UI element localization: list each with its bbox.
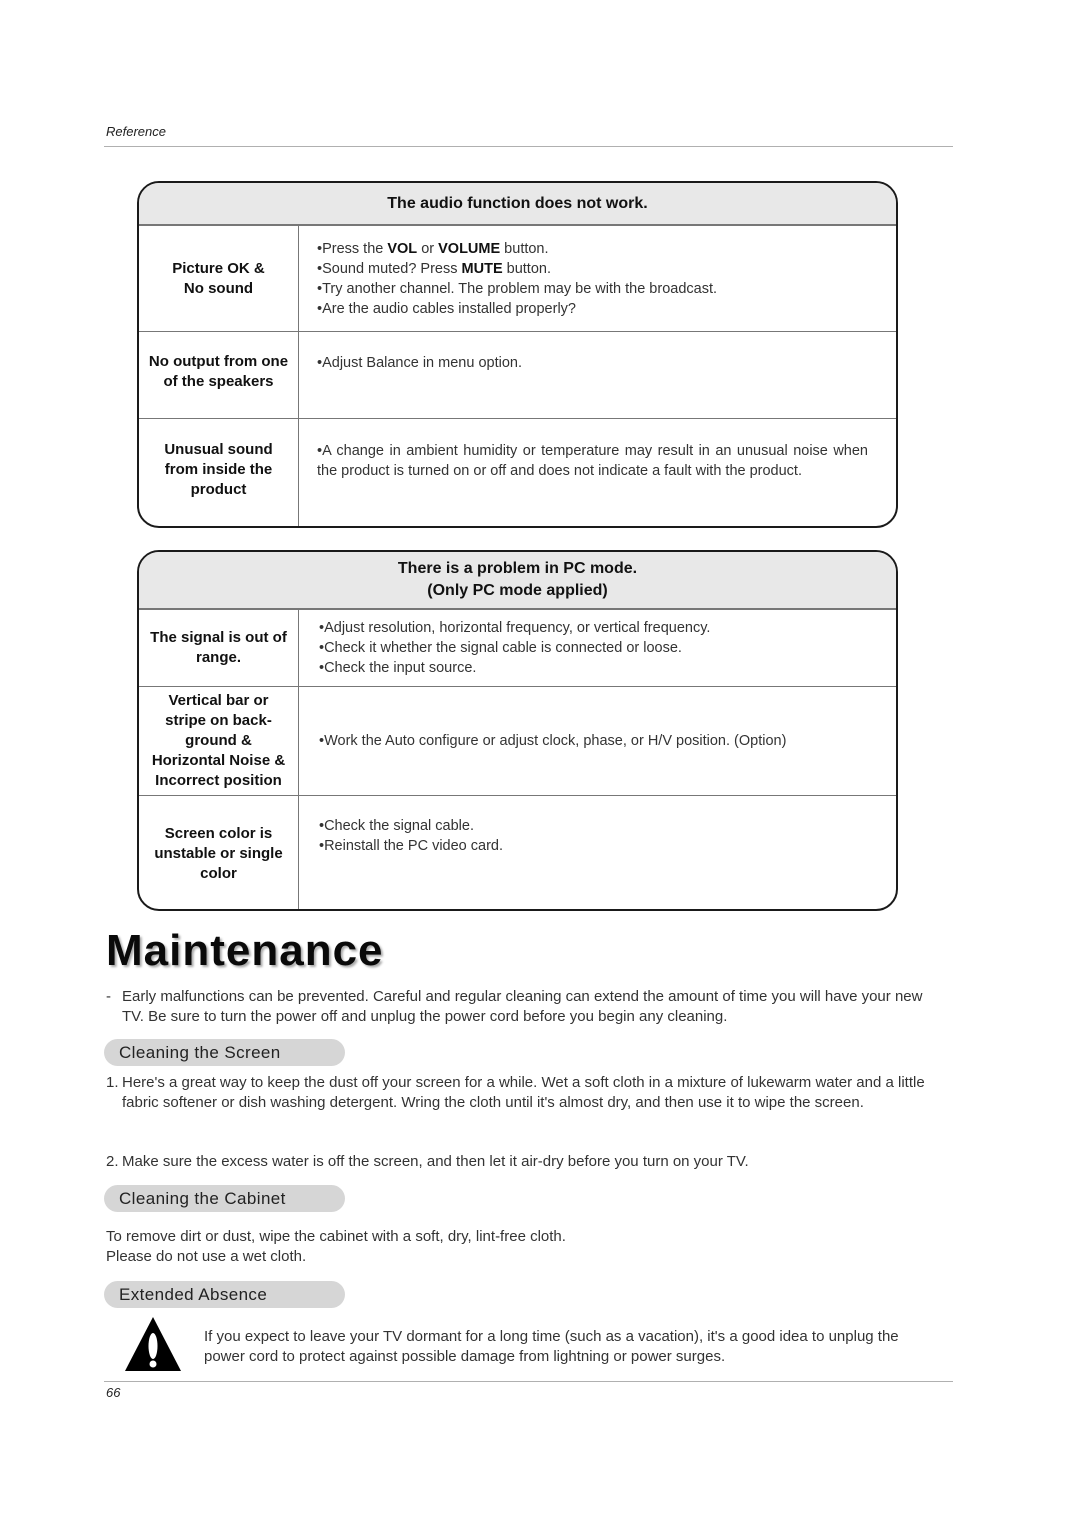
dash-marker: - (106, 988, 111, 1005)
solution-item: • A change in ambient humidity or temperature may result in an unusual noise when the product is turned on or off and does not indicate a fault with the product. (317, 441, 868, 481)
solution-item: • Check the signal cable. (319, 816, 868, 836)
solution-item: • Check the input source. (319, 658, 868, 678)
intro-paragraph: - Early malfunctions can be prevented. Careful and regular cleaning can extend the amount of time you will have your new TV. Be sure to turn the power off and unplug the power cord before you begin any cleaning. (106, 988, 923, 1025)
symptom-cell: Screen color is unstable or single color (139, 796, 299, 911)
section-title: Maintenance (106, 926, 384, 975)
table-title: There is a problem in PC mode. (Only PC mode applied) (139, 552, 896, 610)
solution-item: • Check it whether the signal cable is connected or loose. (319, 638, 868, 658)
symptom-cell: Picture OK & No sound (139, 226, 299, 331)
list-item: 2. Make sure the excess water is off the screen, and then let it air-dry before you turn on your TV. (106, 1153, 749, 1170)
symptom-cell: The signal is out of range. (139, 610, 299, 686)
cabinet-instruction: To remove dirt or dust, wipe the cabinet with a soft, dry, lint-free cloth. (106, 1228, 566, 1245)
solution-item: • Work the Auto configure or adjust clock, phase, or H/V position. (Option) (319, 731, 868, 751)
subheading-extended-absence: Extended Absence (104, 1281, 345, 1308)
solution-cell (299, 332, 896, 418)
table-row (139, 687, 896, 796)
header-divider (104, 146, 953, 147)
cabinet-instruction: Please do not use a wet cloth. (106, 1248, 307, 1265)
running-head: Reference (106, 124, 166, 139)
solution-item: • Adjust resolution, horizontal frequency, or vertical frequency. (319, 618, 868, 638)
audio-troubleshooting-table (137, 181, 898, 528)
footer-divider (104, 1381, 953, 1382)
list-number: 1. (106, 1074, 119, 1091)
table-row (139, 419, 896, 528)
symptom-cell: Unusual sound from inside the product (139, 419, 299, 528)
solution-item: • Reinstall the PC video card. (319, 836, 868, 856)
solution-item: • Press the VOL or VOLUME button. (317, 239, 868, 259)
solution-item: • Adjust Balance in menu option. (317, 353, 868, 373)
solution-cell (299, 226, 896, 331)
table-row (139, 226, 896, 332)
table-row (139, 332, 896, 419)
solution-item: • Try another channel. The problem may be with the broadcast. (317, 279, 868, 299)
page-number: 66 (106, 1385, 121, 1400)
symptom-cell: No output from one of the speakers (139, 332, 299, 418)
table-title: The audio function does not work. (139, 183, 896, 226)
subheading-cleaning-cabinet: Cleaning the Cabinet (104, 1185, 345, 1212)
solution-item: • Sound muted? Press MUTE button. (317, 259, 868, 279)
table-row (139, 796, 896, 911)
solution-cell (299, 687, 896, 795)
list-number: 2. (106, 1153, 119, 1170)
solution-item: • Are the audio cables installed properly? (317, 299, 868, 319)
table-row (139, 610, 896, 687)
symptom-cell: Vertical bar or stripe on back- ground & Horizontal Noise & Incorrect position (139, 687, 299, 795)
warning-triangle-icon (124, 1316, 182, 1372)
subheading-cleaning-screen: Cleaning the Screen (104, 1039, 345, 1066)
solution-cell (299, 610, 896, 686)
warning-text: If you expect to leave your TV dormant for a long time (such as a vacation), it's a good idea to unplug the power cord to protect against possible damage from lightning or power surges. (204, 1328, 899, 1365)
solution-cell (299, 419, 896, 528)
list-item: 1. Here's a great way to keep the dust off your screen for a while. Wet a soft cloth in a mixture of lukewarm water and a little fabric softener or dish washing detergent. Wring the cloth until it's almost dry, and then use it to wipe the screen. (106, 1074, 925, 1111)
solution-cell (299, 796, 896, 911)
pc-mode-troubleshooting-table (137, 550, 898, 911)
